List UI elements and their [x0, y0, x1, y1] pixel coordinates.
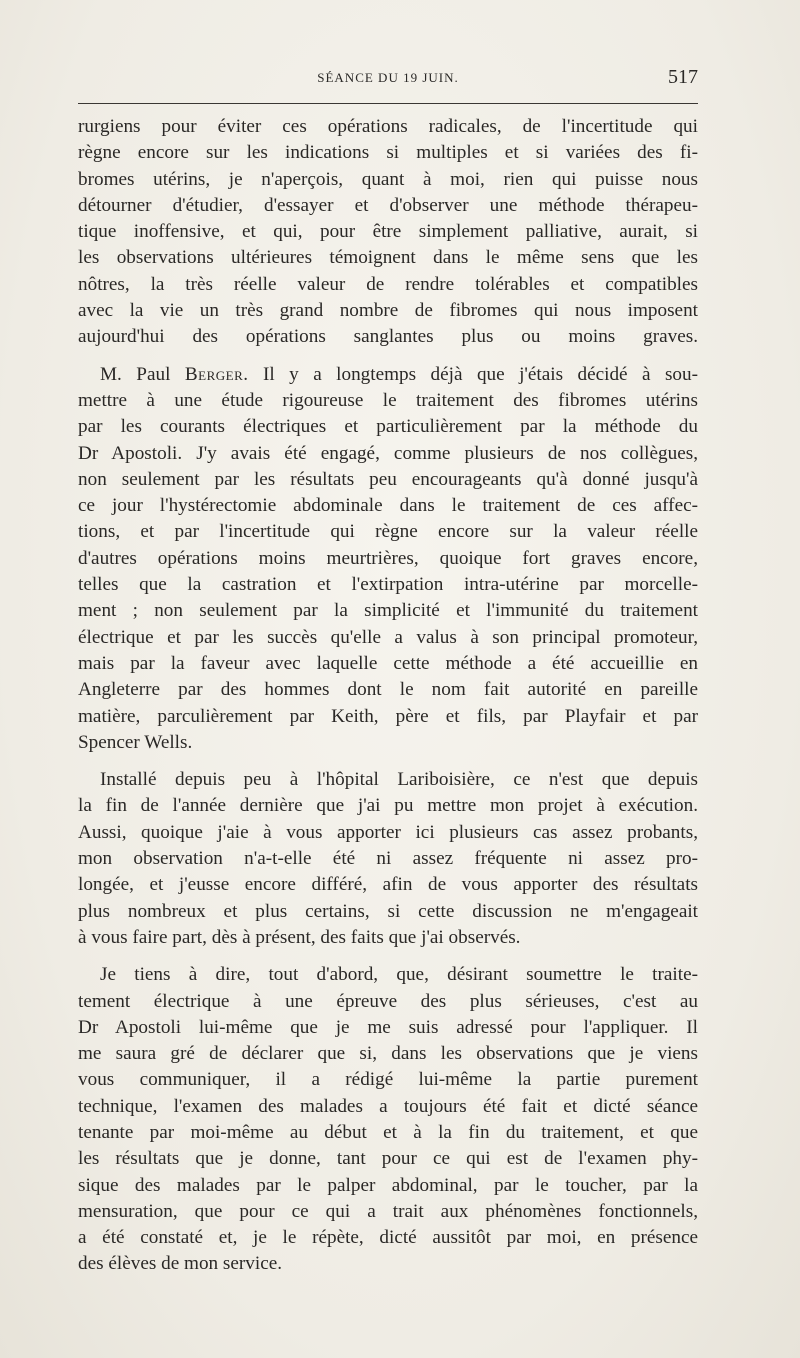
text-line: des élèves de mon service. — [78, 1253, 283, 1275]
text-line — [78, 362, 698, 388]
text-line: les observations ultérieures témoignent dans le même sens que les — [78, 247, 698, 269]
paragraph-2 — [78, 362, 698, 756]
page-header — [78, 66, 698, 96]
speaker-prefix: M. Paul — [100, 363, 185, 385]
text-line: règne encore sur les indications si multiples et si variées des fi- — [78, 142, 698, 164]
text-line: rurgiens pour éviter ces opérations radicales, de l'incertitude qui — [78, 116, 698, 137]
paragraph-1 — [78, 114, 698, 351]
header-rule — [78, 103, 698, 104]
text-line: technique, l'examen des malades a toujours été fait et dicté séance — [78, 1095, 698, 1117]
text-line: ce jour l'hystérectomie abdominale dans le traitement de ces affec- — [78, 495, 698, 517]
page-number: 517 — [668, 66, 698, 88]
speaker-first-line: Il y a longtemps déjà que j'étais décidé à sou- — [248, 363, 698, 385]
text-line: tement électrique à une épreuve des plus sérieuses, c'est au — [78, 990, 698, 1012]
running-head: SÉANCE DU 19 JUIN. — [317, 70, 459, 85]
text-line: vous communiquer, il a rédigé lui-même la partie purement — [78, 1069, 698, 1091]
text-line: les résultats que je donne, tant pour ce qui est de l'examen phy- — [78, 1148, 698, 1170]
text-line: sique des malades par le palper abdominal, par le toucher, par la — [78, 1174, 698, 1196]
text-line: aujourd'hui des opérations sanglantes plus ou moins graves. — [78, 326, 698, 348]
text-line: mon observation n'a-t-elle été ni assez fréquente ni assez pro- — [78, 848, 698, 870]
text-line: d'autres opérations moins meurtrières, quoique fort graves encore, — [78, 547, 698, 569]
body-text — [78, 114, 698, 1278]
speaker-name: Berger. — [184, 363, 249, 385]
text-line: Spencer Wells. — [78, 731, 193, 753]
text-line: tenante par moi-même au début et à la fin du traitement, et que — [78, 1121, 698, 1143]
text-line: bromes utérins, je n'aperçois, quant à moi, rien qui puisse nous — [78, 168, 698, 190]
text-line: par les courants électriques et particulièrement par la méthode du — [78, 416, 698, 438]
text-line: ment ; non seulement par la simplicité et l'immunité du traitement — [78, 600, 698, 622]
text-line: longée, et j'eusse encore différé, afin de vous apporter des résultats — [78, 874, 698, 896]
paragraph-3 — [78, 767, 698, 951]
text-line: a été constaté et, je le répète, dicté aussitôt par moi, en présence — [78, 1227, 698, 1249]
text-line: telles que la castration et l'extirpation intra-utérine par morcelle- — [78, 574, 698, 596]
text-line: la fin de l'année dernière que j'ai pu mettre mon projet à exécution. — [78, 795, 698, 817]
text-line: Je tiens à dire, tout d'abord, que, désirant soumettre le traite- — [100, 964, 698, 986]
text-line: Dr Apostoli lui-même que je me suis adressé pour l'appliquer. Il — [78, 1016, 698, 1038]
text-line: Dr Apostoli. J'y avais été engagé, comme plusieurs de nos collègues, — [78, 442, 698, 464]
text-line: électrique et par les succès qu'elle a valus à son principal promoteur, — [78, 626, 698, 648]
text-line: détourner d'étudier, d'essayer et d'observer une méthode thérapeu- — [78, 194, 698, 216]
text-line: Angleterre par des hommes dont le nom fait autorité en pareille — [78, 679, 698, 701]
text-line: tique inoffensive, et qui, pour être simplement palliative, aurait, si — [78, 221, 698, 243]
text-line: mensuration, que pour ce qui a trait aux phénomènes fonctionnels, — [78, 1200, 698, 1222]
text-line: mais par la faveur avec laquelle cette méthode a été accueillie en — [78, 652, 698, 674]
text-line: plus nombreux et plus certains, si cette discussion ne m'engageait — [78, 900, 698, 922]
text-line: à vous faire part, dès à présent, des faits que j'ai observés. — [78, 926, 521, 948]
text-line: Aussi, quoique j'aie à vous apporter ici plusieurs cas assez probants, — [78, 821, 698, 843]
paragraph-4 — [78, 962, 698, 1278]
text-line: Installé depuis peu à l'hôpital Lariboisière, ce n'est que depuis — [100, 769, 698, 791]
text-line: matière, parculièrement par Keith, père et fils, par Playfair et par — [78, 705, 698, 727]
text-line: mettre à une étude rigoureuse le traitement des fibromes utérins — [78, 389, 698, 411]
text-line: non seulement par les résultats peu encourageants qu'à donné jusqu'à — [78, 468, 698, 490]
text-line: me saura gré de déclarer que si, dans les observations que je viens — [78, 1043, 698, 1065]
text-line: nôtres, la très réelle valeur de rendre tolérables et compatibles — [78, 273, 698, 295]
text-line: avec la vie un très grand nombre de fibromes qui nous imposent — [78, 300, 698, 322]
text-line: tions, et par l'incertitude qui règne encore sur la valeur réelle — [78, 521, 698, 543]
